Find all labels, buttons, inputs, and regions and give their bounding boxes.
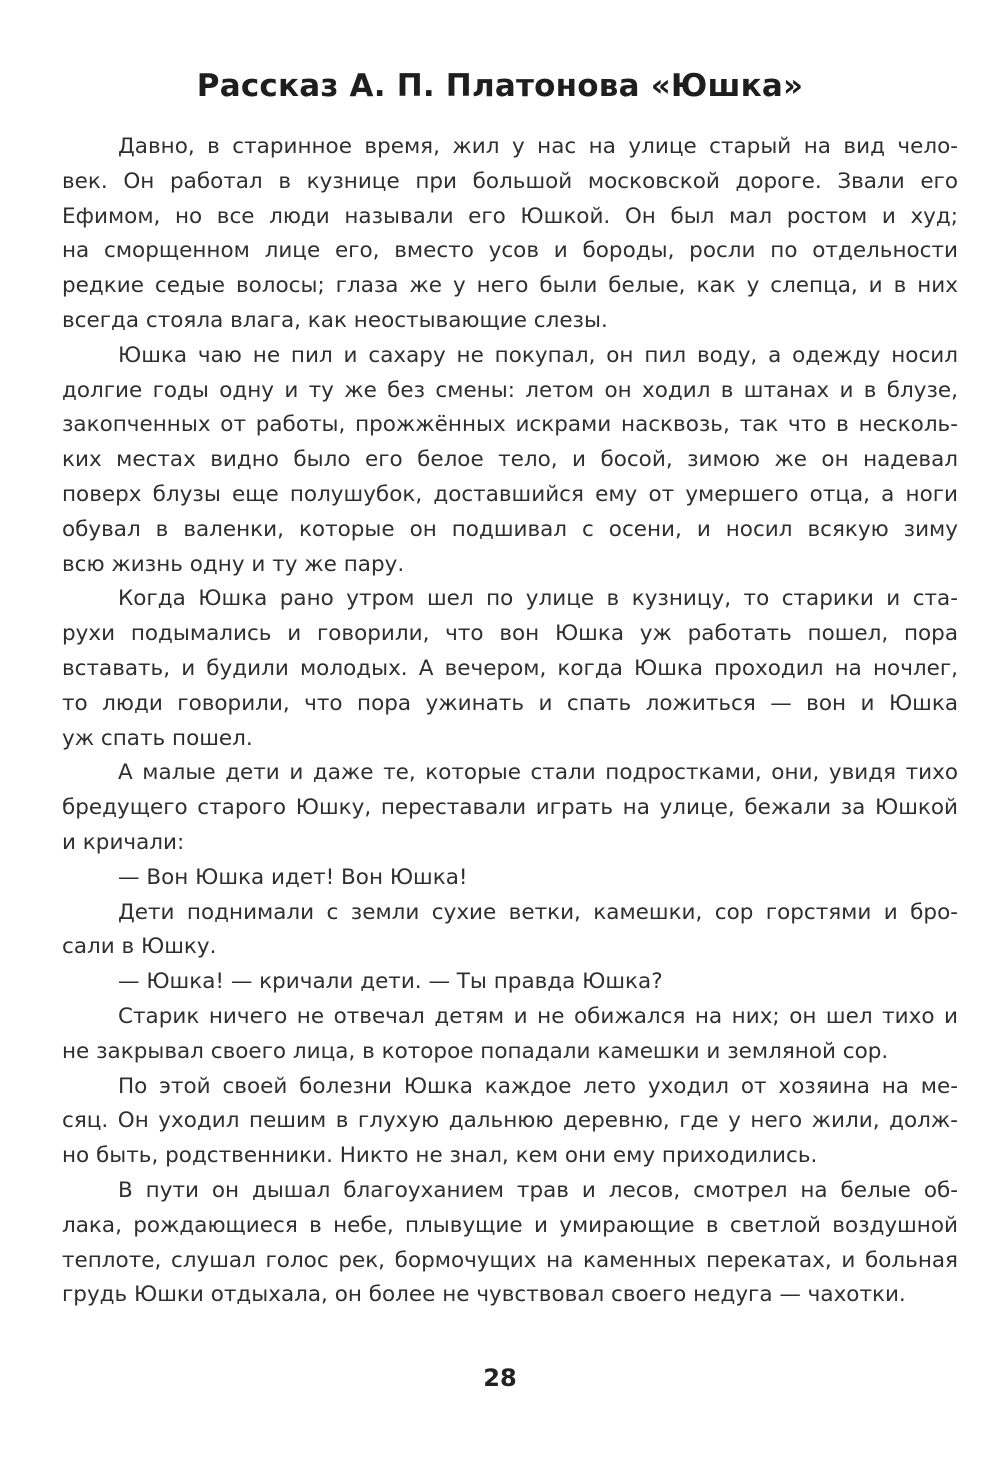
story-text <box>62 130 958 1313</box>
page-title: Рассказ А. П. Платонова «Юшка» <box>196 68 804 104</box>
text-line: Юшка чаю не пил и сахару не покупал, он пил воду, а одежду носил <box>118 342 958 368</box>
paragraph-3 <box>62 582 958 756</box>
paragraph-9 <box>62 1070 958 1174</box>
text-line: Дети поднимали с земли сухие ветки, камешки, сор горстями и бро- <box>118 899 958 925</box>
text-line: Старик ничего не отвечал детям и не обижался на них; он шел тихо и <box>118 1003 958 1029</box>
paragraph-4 <box>62 756 958 860</box>
text-line: теплоте, слушал голос рек, бормочущих на каменных перекатах, и больная <box>62 1247 958 1273</box>
text-line: Когда Юшка рано утром шел по улице в кузницу, то старики и ста- <box>118 586 958 612</box>
text-line: В пути он дышал благоуханием трав и лесов, смотрел на белые об- <box>118 1177 958 1203</box>
text-line: то люди говорили, что пора ужинать и спать ложиться — вон и Юшка <box>62 690 958 716</box>
paragraph-1 <box>62 130 958 339</box>
paragraph-8 <box>62 1000 958 1070</box>
text-line: вставать, и будили молодых. А вечером, когда Юшка проходил на ночлег, <box>62 655 958 681</box>
text-line: рухи подымались и говорили, что вон Юшка уж работать пошел, пора <box>62 621 958 647</box>
paragraph-7 <box>62 965 958 1000</box>
text-line: на сморщенном лице его, вместо усов и бороды, росли по отдельности <box>62 238 958 264</box>
page-number: 28 <box>483 1364 517 1392</box>
text-line: сали в Юшку. <box>62 934 217 960</box>
text-line: — Юшка! — кричали дети. — Ты правда Юшка? <box>118 969 663 995</box>
text-line: закопченных от работы, прожжённых искрами насквозь, так что в несколь- <box>62 412 958 438</box>
text-line: лака, рождающиеся в небе, плывущие и умирающие в светлой воздушной <box>62 1212 958 1238</box>
text-line: не закрывал своего лица, в которое попадали камешки и земляной сор. <box>62 1038 889 1064</box>
text-line: долгие годы одну и ту же без смены: летом он ходил в штанах и в блузе, <box>62 377 958 403</box>
text-line: грудь Юшки отдыхала, он более не чувствовал своего недуга — чахотки. <box>62 1282 906 1308</box>
paragraph-2 <box>62 339 958 583</box>
text-line: Ефимом, но все люди называли его Юшкой. Он был мал ростом и худ; <box>62 203 958 229</box>
paragraph-6 <box>62 896 958 966</box>
text-line: А малые дети и даже те, которые стали подростками, они, увидя тихо <box>118 760 958 786</box>
text-line: редкие седые волосы; глаза же у него были белые, как у слепца, и в них <box>62 273 958 299</box>
text-line: поверх блузы еще полушубок, доставшийся ему от умершего отца, а ноги <box>62 481 958 507</box>
text-line: бредущего старого Юшку, переставали играть на улице, бежали за Юшкой <box>62 795 958 821</box>
text-line: — Вон Юшка идет! Вон Юшка! <box>118 864 468 890</box>
text-line: сяц. Он уходил пешим в глухую дальнюю деревню, где у него жили, долж- <box>62 1108 958 1134</box>
text-line: уж спать пошел. <box>62 725 253 751</box>
paragraph-5 <box>62 861 958 896</box>
text-line: всегда стояла влага, как неостывающие слезы. <box>62 307 608 333</box>
text-line: ких местах видно было его белое тело, и босой, зимою же он надевал <box>62 447 958 473</box>
text-line: век. Он работал в кузнице при большой московской дороге. Звали его <box>62 168 958 194</box>
text-line: но быть, родственники. Никто не знал, кем они ему приходились. <box>62 1143 818 1169</box>
text-line: Давно, в старинное время, жил у нас на улице старый на вид чело- <box>118 134 958 159</box>
text-line: всю жизнь одну и ту же пару. <box>62 551 405 577</box>
text-line: По этой своей болезни Юшка каждое лето уходил от хозяина на ме- <box>118 1073 958 1099</box>
text-line: и кричали: <box>62 829 185 855</box>
text-line: обувал в валенки, которые он подшивал с осени, и носил всякую зиму <box>62 516 958 542</box>
paragraph-10 <box>62 1174 958 1313</box>
